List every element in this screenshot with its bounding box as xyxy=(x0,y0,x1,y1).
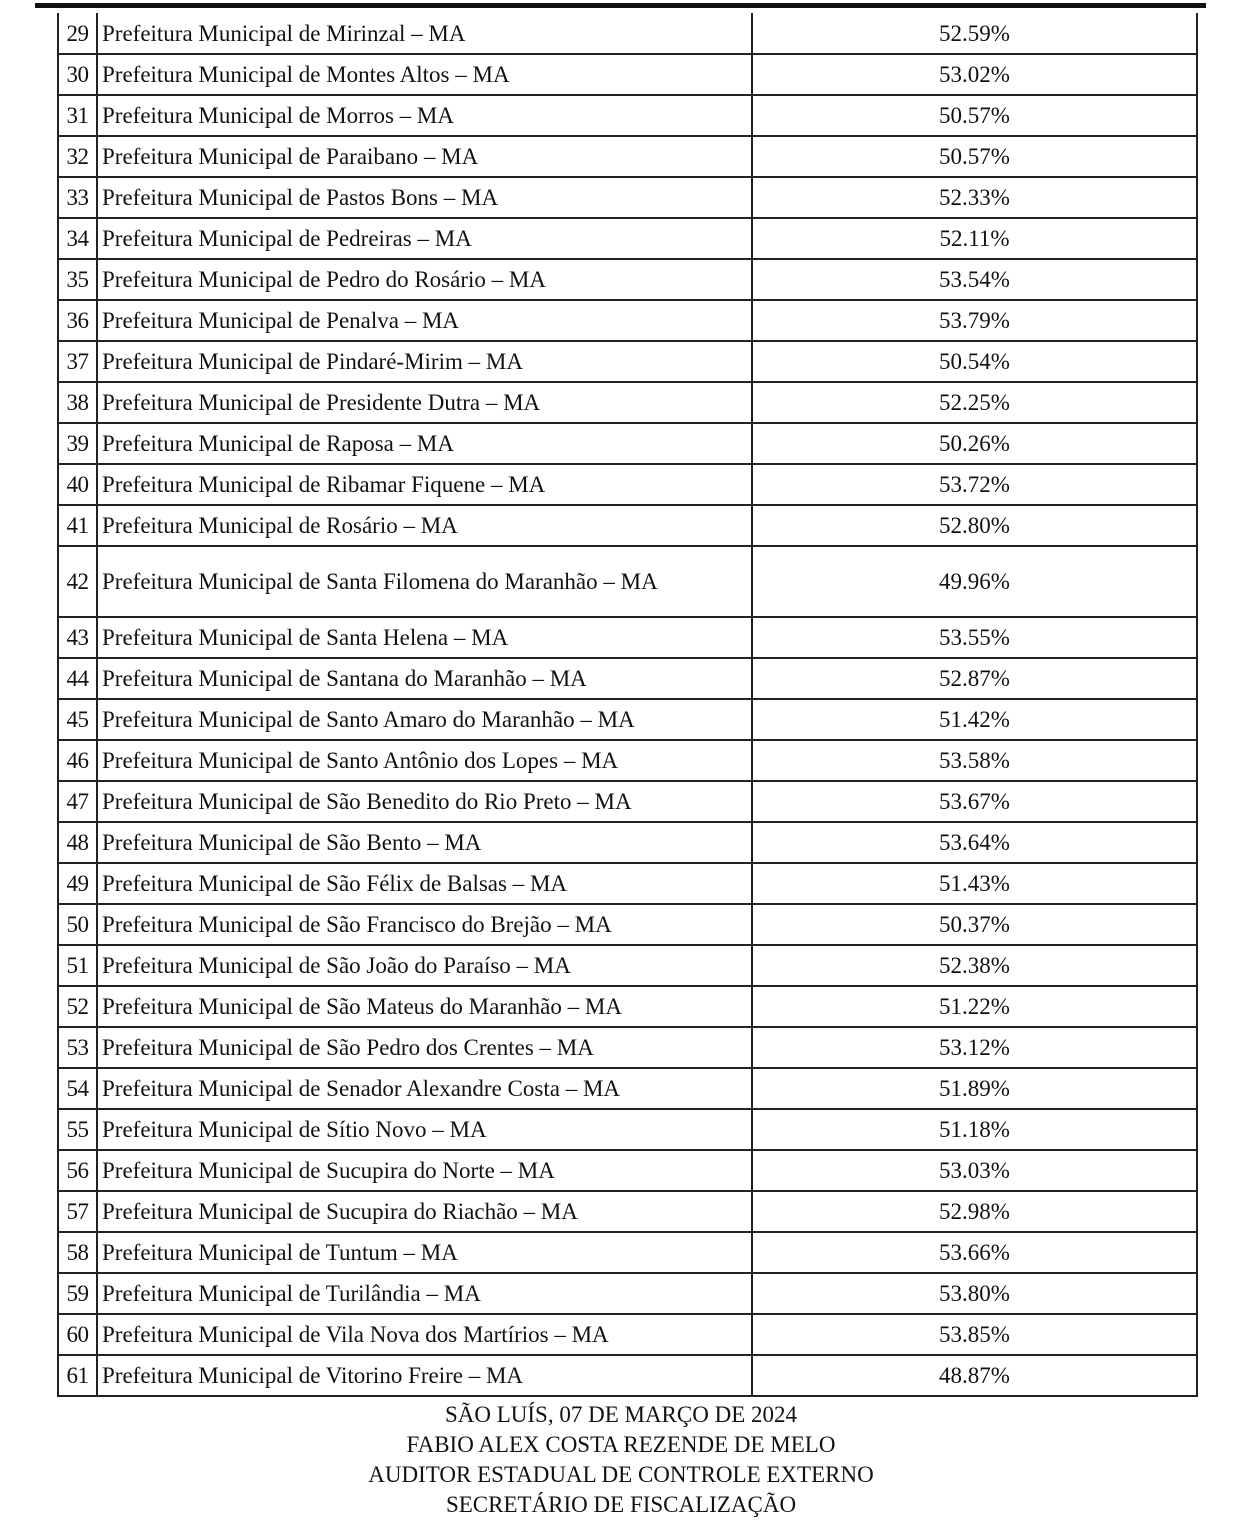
municipality-name: Prefeitura Municipal de Montes Altos – MA xyxy=(97,54,752,95)
percentage-value: 53.85% xyxy=(752,1314,1197,1355)
municipality-name: Prefeitura Municipal de Sucupira do Riachão – MA xyxy=(97,1191,752,1232)
percentage-value: 53.79% xyxy=(752,300,1197,341)
table-row xyxy=(58,1314,1197,1355)
municipality-name: Prefeitura Municipal de Penalva – MA xyxy=(97,300,752,341)
percentage-value: 51.42% xyxy=(752,699,1197,740)
table-row xyxy=(58,464,1197,505)
percentage-value: 53.54% xyxy=(752,259,1197,300)
signer-title: SECRETÁRIO DE FISCALIZAÇÃO xyxy=(445,1492,797,1517)
percentage-value: 53.55% xyxy=(752,617,1197,658)
percentage-value: 51.89% xyxy=(752,1068,1197,1109)
signer-name: FABIO ALEX COSTA REZENDE DE MELO xyxy=(406,1432,836,1457)
table-row xyxy=(58,136,1197,177)
municipality-name: Prefeitura Municipal de Sucupira do Norte – MA xyxy=(97,1150,752,1191)
percentage-value: 50.54% xyxy=(752,341,1197,382)
table-body xyxy=(58,13,1197,1396)
municipality-name: Prefeitura Municipal de São Félix de Balsas – MA xyxy=(97,863,752,904)
row-number: 61 xyxy=(58,1355,97,1396)
table-row xyxy=(58,382,1197,423)
municipality-name: Prefeitura Municipal de São João do Paraíso – MA xyxy=(97,945,752,986)
table-row xyxy=(58,658,1197,699)
row-number: 32 xyxy=(58,136,97,177)
municipality-name: Prefeitura Municipal de Vitorino Freire – MA xyxy=(97,1355,752,1396)
row-number: 35 xyxy=(58,259,97,300)
signer-role: AUDITOR ESTADUAL DE CONTROLE EXTERNO xyxy=(368,1462,874,1487)
municipality-table xyxy=(57,13,1198,1397)
table-row xyxy=(58,1355,1197,1396)
row-number: 40 xyxy=(58,464,97,505)
row-number: 58 xyxy=(58,1232,97,1273)
row-number: 45 xyxy=(58,699,97,740)
row-number: 41 xyxy=(58,505,97,546)
signature-block xyxy=(0,1400,1242,1520)
percentage-value: 50.57% xyxy=(752,136,1197,177)
municipality-name: Prefeitura Municipal de Morros – MA xyxy=(97,95,752,136)
table-row xyxy=(58,423,1197,464)
municipality-name: Prefeitura Municipal de Pedreiras – MA xyxy=(97,218,752,259)
municipality-name: Prefeitura Municipal de Presidente Dutra – MA xyxy=(97,382,752,423)
municipality-name: Prefeitura Municipal de Santa Filomena do Maranhão – MA xyxy=(97,546,752,617)
table-row xyxy=(58,986,1197,1027)
row-number: 53 xyxy=(58,1027,97,1068)
municipality-name: Prefeitura Municipal de São Benedito do Rio Preto – MA xyxy=(97,781,752,822)
table-row xyxy=(58,699,1197,740)
percentage-value: 53.80% xyxy=(752,1273,1197,1314)
municipality-name: Prefeitura Municipal de Mirinzal – MA xyxy=(97,13,752,54)
row-number: 60 xyxy=(58,1314,97,1355)
table-row xyxy=(58,945,1197,986)
percentage-value: 53.12% xyxy=(752,1027,1197,1068)
table-row xyxy=(58,1068,1197,1109)
municipality-name: Prefeitura Municipal de Ribamar Fiquene – MA xyxy=(97,464,752,505)
percentage-value: 53.03% xyxy=(752,1150,1197,1191)
municipality-name: Prefeitura Municipal de Santa Helena – MA xyxy=(97,617,752,658)
row-number: 33 xyxy=(58,177,97,218)
row-number: 47 xyxy=(58,781,97,822)
row-number: 39 xyxy=(58,423,97,464)
table-row xyxy=(58,13,1197,54)
place-date: SÃO LUÍS, 07 DE MARÇO DE 2024 xyxy=(444,1402,798,1427)
table-row xyxy=(58,617,1197,658)
top-rule xyxy=(35,3,1206,8)
table-row xyxy=(58,781,1197,822)
table-row xyxy=(58,218,1197,259)
table-row xyxy=(58,1150,1197,1191)
municipality-name: Prefeitura Municipal de Vila Nova dos Martírios – MA xyxy=(97,1314,752,1355)
table-row xyxy=(58,822,1197,863)
row-number: 52 xyxy=(58,986,97,1027)
row-number: 46 xyxy=(58,740,97,781)
row-number: 42 xyxy=(58,546,97,617)
percentage-value: 51.18% xyxy=(752,1109,1197,1150)
municipality-name: Prefeitura Municipal de Sítio Novo – MA xyxy=(97,1109,752,1150)
municipality-name: Prefeitura Municipal de Paraibano – MA xyxy=(97,136,752,177)
municipality-name: Prefeitura Municipal de Senador Alexandre Costa – MA xyxy=(97,1068,752,1109)
table-row xyxy=(58,300,1197,341)
row-number: 43 xyxy=(58,617,97,658)
row-number: 44 xyxy=(58,658,97,699)
percentage-value: 52.11% xyxy=(752,218,1197,259)
row-number: 37 xyxy=(58,341,97,382)
percentage-value: 53.66% xyxy=(752,1232,1197,1273)
municipality-name: Prefeitura Municipal de Raposa – MA xyxy=(97,423,752,464)
municipality-name: Prefeitura Municipal de Santo Antônio dos Lopes – MA xyxy=(97,740,752,781)
percentage-value: 50.26% xyxy=(752,423,1197,464)
municipality-name: Prefeitura Municipal de Santo Amaro do Maranhão – MA xyxy=(97,699,752,740)
percentage-value: 52.98% xyxy=(752,1191,1197,1232)
municipality-name: Prefeitura Municipal de São Bento – MA xyxy=(97,822,752,863)
row-number: 55 xyxy=(58,1109,97,1150)
municipality-name: Prefeitura Municipal de Santana do Maranhão – MA xyxy=(97,658,752,699)
row-number: 38 xyxy=(58,382,97,423)
table-row xyxy=(58,259,1197,300)
table-row xyxy=(58,1232,1197,1273)
row-number: 29 xyxy=(58,13,97,54)
row-number: 57 xyxy=(58,1191,97,1232)
percentage-value: 50.37% xyxy=(752,904,1197,945)
percentage-value: 48.87% xyxy=(752,1355,1197,1396)
row-number: 31 xyxy=(58,95,97,136)
table-row xyxy=(58,904,1197,945)
percentage-value: 49.96% xyxy=(752,546,1197,617)
percentage-value: 53.58% xyxy=(752,740,1197,781)
table-row xyxy=(58,863,1197,904)
table-row xyxy=(58,740,1197,781)
percentage-value: 53.67% xyxy=(752,781,1197,822)
municipality-name: Prefeitura Municipal de Pindaré-Mirim – MA xyxy=(97,341,752,382)
table-row xyxy=(58,177,1197,218)
percentage-value: 52.80% xyxy=(752,505,1197,546)
percentage-value: 52.33% xyxy=(752,177,1197,218)
municipality-name: Prefeitura Municipal de São Pedro dos Crentes – MA xyxy=(97,1027,752,1068)
row-number: 54 xyxy=(58,1068,97,1109)
table-row xyxy=(58,546,1197,617)
row-number: 30 xyxy=(58,54,97,95)
table-row xyxy=(58,1273,1197,1314)
percentage-value: 51.22% xyxy=(752,986,1197,1027)
row-number: 50 xyxy=(58,904,97,945)
table-row xyxy=(58,1027,1197,1068)
municipality-name: Prefeitura Municipal de Pastos Bons – MA xyxy=(97,177,752,218)
row-number: 49 xyxy=(58,863,97,904)
percentage-value: 53.64% xyxy=(752,822,1197,863)
municipality-name: Prefeitura Municipal de Pedro do Rosário – MA xyxy=(97,259,752,300)
percentage-value: 52.25% xyxy=(752,382,1197,423)
municipality-name: Prefeitura Municipal de Tuntum – MA xyxy=(97,1232,752,1273)
municipality-name: Prefeitura Municipal de São Francisco do Brejão – MA xyxy=(97,904,752,945)
municipality-name: Prefeitura Municipal de Rosário – MA xyxy=(97,505,752,546)
table-row xyxy=(58,1109,1197,1150)
row-number: 48 xyxy=(58,822,97,863)
row-number: 59 xyxy=(58,1273,97,1314)
row-number: 36 xyxy=(58,300,97,341)
table-row xyxy=(58,54,1197,95)
table-row xyxy=(58,341,1197,382)
municipality-name: Prefeitura Municipal de São Mateus do Maranhão – MA xyxy=(97,986,752,1027)
table-row xyxy=(58,505,1197,546)
row-number: 51 xyxy=(58,945,97,986)
percentage-value: 52.59% xyxy=(752,13,1197,54)
table-row xyxy=(58,1191,1197,1232)
percentage-value: 51.43% xyxy=(752,863,1197,904)
table-row xyxy=(58,95,1197,136)
percentage-value: 52.38% xyxy=(752,945,1197,986)
percentage-value: 53.72% xyxy=(752,464,1197,505)
row-number: 34 xyxy=(58,218,97,259)
percentage-value: 52.87% xyxy=(752,658,1197,699)
percentage-value: 53.02% xyxy=(752,54,1197,95)
row-number: 56 xyxy=(58,1150,97,1191)
municipality-name: Prefeitura Municipal de Turilândia – MA xyxy=(97,1273,752,1314)
percentage-value: 50.57% xyxy=(752,95,1197,136)
